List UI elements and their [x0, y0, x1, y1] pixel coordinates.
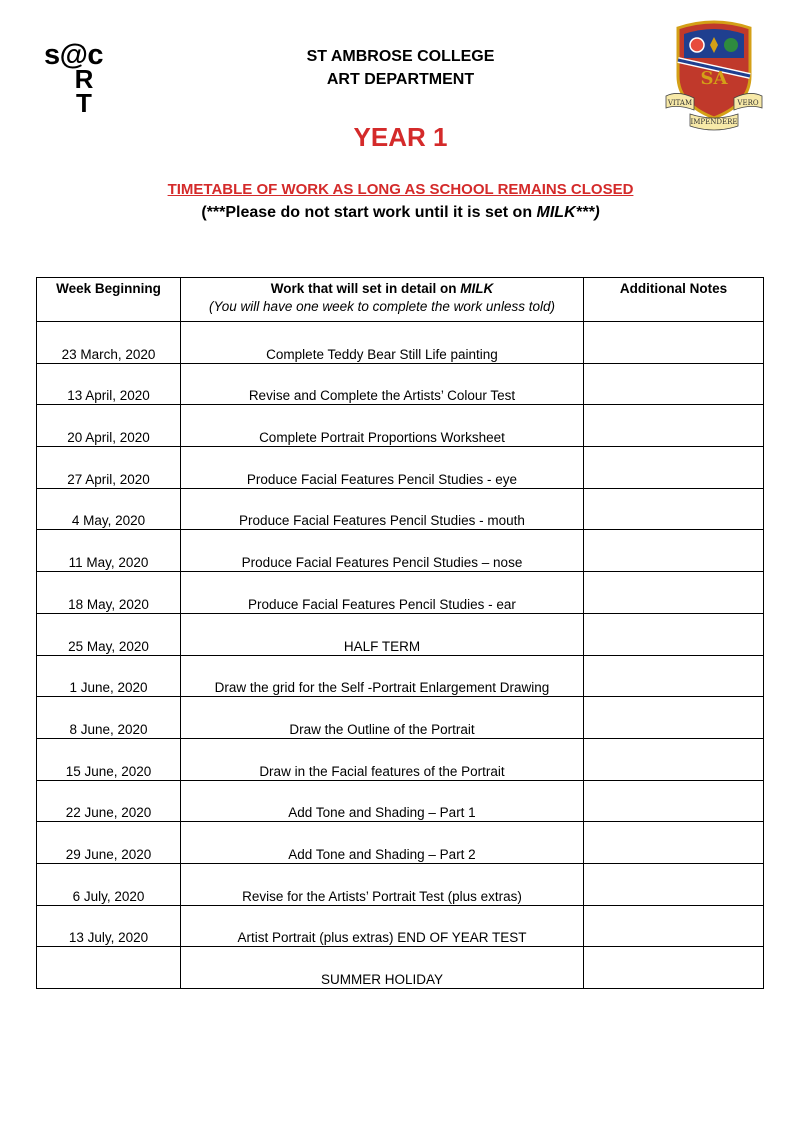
col-week-header: Week Beginning — [37, 278, 181, 322]
col-work-header — [181, 278, 584, 322]
col-notes-header: Additional Notes — [584, 278, 764, 322]
table-row — [37, 363, 764, 405]
notes-cell — [584, 863, 764, 905]
college-crest-icon — [664, 18, 764, 134]
week-cell: 4 May, 2020 — [37, 488, 181, 530]
work-cell: Revise for the Artists’ Portrait Test (plus extras) — [181, 863, 584, 905]
milk-note-emph: MILK***) — [536, 204, 600, 221]
notes-cell — [584, 572, 764, 614]
week-cell: 6 July, 2020 — [37, 863, 181, 905]
week-cell: 15 June, 2020 — [37, 738, 181, 780]
table-row — [37, 322, 764, 364]
week-cell: 29 June, 2020 — [37, 822, 181, 864]
work-cell: Draw in the Facial features of the Portrait — [181, 738, 584, 780]
col-work-header-note: (You will have one week to complete the work unless told) — [209, 299, 555, 314]
crest-monogram: SA — [700, 68, 728, 89]
col-work-header-milk: MILK — [460, 281, 494, 296]
col-work-header-text: Work that will set in detail on — [270, 281, 461, 296]
notes-cell — [584, 947, 764, 989]
work-cell: Complete Portrait Proportions Worksheet — [181, 405, 584, 447]
notes-cell — [584, 738, 764, 780]
table-row — [37, 947, 764, 989]
week-cell: 20 April, 2020 — [37, 405, 181, 447]
table-row — [37, 905, 764, 947]
work-cell: Produce Facial Features Pencil Studies - ear — [181, 572, 584, 614]
table-row — [37, 488, 764, 530]
week-cell: 8 June, 2020 — [37, 697, 181, 739]
work-cell: Produce Facial Features Pencil Studies - eye — [181, 447, 584, 489]
page-title: YEAR 1 — [353, 122, 448, 152]
notes-cell — [584, 322, 764, 364]
milk-note-text: (***Please do not start work until it is set on — [201, 204, 537, 221]
timetable-subtitle: TIMETABLE OF WORK AS LONG AS SCHOOL REMAINS CLOSED — [167, 181, 634, 198]
notes-cell — [584, 530, 764, 572]
work-cell: Produce Facial Features Pencil Studies – nose — [181, 530, 584, 572]
notes-cell — [584, 780, 764, 822]
work-cell: Add Tone and Shading – Part 1 — [181, 780, 584, 822]
table-row — [37, 822, 764, 864]
department-name: ART DEPARTMENT — [326, 71, 475, 88]
work-cell: Draw the Outline of the Portrait — [181, 697, 584, 739]
week-cell: 11 May, 2020 — [37, 530, 181, 572]
work-cell: Complete Teddy Bear Still Life painting — [181, 322, 584, 364]
table-header-row — [37, 278, 764, 322]
notes-cell — [584, 655, 764, 697]
table-row — [37, 863, 764, 905]
week-cell: 27 April, 2020 — [37, 447, 181, 489]
crest-scroll-bottom: IMPENDERE — [690, 118, 738, 126]
notes-cell — [584, 488, 764, 530]
week-cell: 23 March, 2020 — [37, 322, 181, 364]
week-cell — [37, 947, 181, 989]
timetable — [36, 277, 764, 989]
logo-letter-t: T — [76, 88, 92, 118]
week-cell: 22 June, 2020 — [37, 780, 181, 822]
crest-scroll-right: VERO — [737, 99, 759, 107]
week-cell: 1 June, 2020 — [37, 655, 181, 697]
notes-cell — [584, 697, 764, 739]
table-row — [37, 530, 764, 572]
work-cell: Revise and Complete the Artists’ Colour Test — [181, 363, 584, 405]
week-cell: 25 May, 2020 — [37, 613, 181, 655]
college-name: ST AMBROSE COLLEGE — [306, 48, 495, 65]
table-row — [37, 697, 764, 739]
notes-cell — [584, 613, 764, 655]
notes-cell — [584, 822, 764, 864]
work-cell: SUMMER HOLIDAY — [181, 947, 584, 989]
table-row — [37, 738, 764, 780]
notes-cell — [584, 905, 764, 947]
milk-note — [0, 204, 801, 222]
table-row — [37, 780, 764, 822]
table-row — [37, 572, 764, 614]
logo-letter-r: R — [74, 64, 94, 94]
notes-cell — [584, 363, 764, 405]
week-cell: 13 April, 2020 — [37, 363, 181, 405]
table-row — [37, 655, 764, 697]
notes-cell — [584, 405, 764, 447]
table-row — [37, 447, 764, 489]
week-cell: 18 May, 2020 — [37, 572, 181, 614]
logo-text: s@c — [44, 39, 104, 71]
notes-cell — [584, 447, 764, 489]
week-cell: 13 July, 2020 — [37, 905, 181, 947]
work-cell: Produce Facial Features Pencil Studies - mouth — [181, 488, 584, 530]
work-cell: Add Tone and Shading – Part 2 — [181, 822, 584, 864]
work-cell: Draw the grid for the Self -Portrait Enlargement Drawing — [181, 655, 584, 697]
table-row — [37, 405, 764, 447]
table-row — [37, 613, 764, 655]
work-cell: Artist Portrait (plus extras) END OF YEAR TEST — [181, 905, 584, 947]
crest-scroll-left: VITAM — [667, 99, 693, 107]
work-cell: HALF TERM — [181, 613, 584, 655]
